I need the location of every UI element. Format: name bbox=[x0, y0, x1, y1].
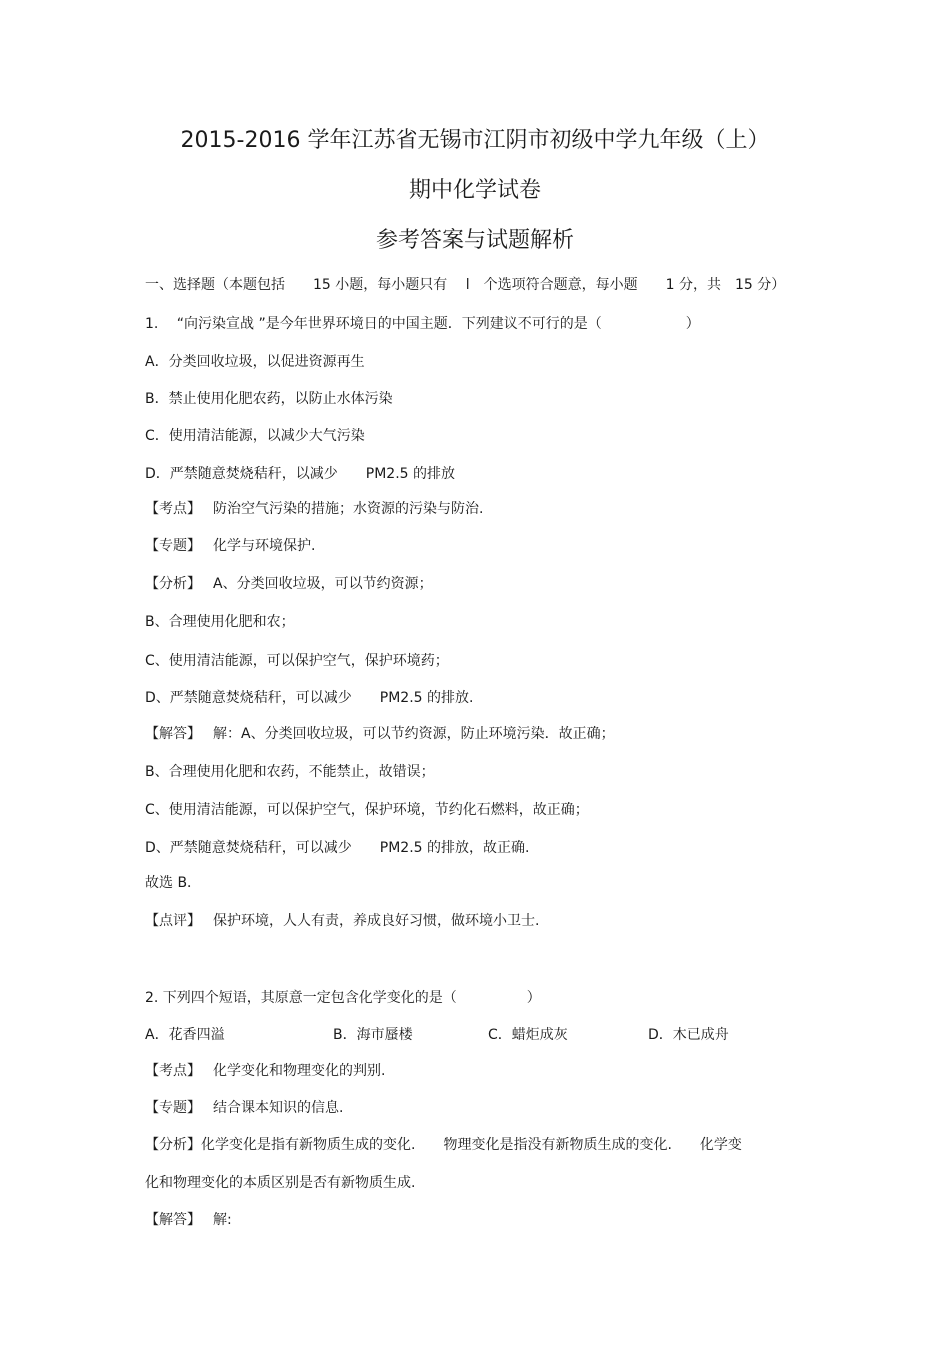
q2-option-d: D．木已成舟 bbox=[648, 1027, 729, 1043]
zhuanti-tag: 【专题】 bbox=[145, 1100, 201, 1116]
q2-fenxi bbox=[145, 1135, 825, 1155]
q1-jieda-c: C、使用清洁能源，可以保护空气，保护环境，节约化石燃料，故正确； bbox=[145, 802, 589, 818]
zhuanti-text: 化学与环境保护. bbox=[213, 538, 316, 554]
q1-option-d: D．严禁随意焚烧秸秆，以减少 PM2.5 的排放 bbox=[145, 466, 456, 482]
q1-fenxi-b: B、合理使用化肥和农； bbox=[145, 614, 295, 630]
q1-answer: 故选 B． bbox=[145, 875, 202, 891]
q1-option-c: C．使用清洁能源，以减少大气污染 bbox=[145, 428, 365, 444]
jieda-tag: 【解答】 bbox=[145, 1212, 201, 1228]
fenxi-text: 化学变化是指有新物质生成的变化. 物理变化是指没有新物质生成的变化. 化学变 bbox=[201, 1137, 742, 1153]
q2-options bbox=[145, 1025, 825, 1045]
dianping-tag: 【点评】 bbox=[145, 913, 201, 929]
q1-option-a: A．分类回收垃圾，以促进资源再生 bbox=[145, 354, 365, 370]
q1-fenxi-d: D、严禁随意焚烧秸秆，可以减少 PM2.5 的排放. bbox=[145, 690, 474, 706]
q1-fenxi bbox=[145, 574, 825, 594]
section-header: 一、选择题（本题包括 15 小题，每小题只有 l 个选项符合题意，每小题 1 分，共 15 分） bbox=[145, 277, 786, 293]
q1-jieda bbox=[145, 724, 825, 744]
zhuanti-text: 结合课本知识的信息. bbox=[213, 1100, 344, 1116]
fenxi-text: A、分类回收垃圾，可以节约资源； bbox=[213, 576, 433, 592]
jieda-tag: 【解答】 bbox=[145, 726, 201, 742]
q2-fenxi-cont: 化和物理变化的本质区别是否有新物质生成. bbox=[145, 1175, 416, 1191]
q1-kaodian bbox=[145, 499, 825, 519]
q1-dianping bbox=[145, 911, 825, 931]
q2-jieda bbox=[145, 1210, 825, 1230]
kaodian-tag: 【考点】 bbox=[145, 501, 201, 517]
doc-title-line1: 2015-2016 学年江苏省无锡市江阴市初级中学九年级（上） bbox=[180, 128, 770, 153]
q1-fenxi-c: C、使用清洁能源，可以保护空气，保护环境药； bbox=[145, 653, 449, 669]
fenxi-tag: 【分析】 bbox=[145, 576, 201, 592]
q2-stem: 2. 下列四个短语，其原意一定包含化学变化的是（ ） bbox=[145, 990, 541, 1006]
q2-zhuanti bbox=[145, 1098, 825, 1118]
doc-title-line3: 参考答案与试题解析 bbox=[375, 228, 574, 253]
q2-kaodian bbox=[145, 1061, 825, 1081]
dianping-text: 保护环境，人人有责，养成良好习惯，做环境小卫士. bbox=[213, 913, 540, 929]
q2-option-a: A．花香四溢 bbox=[145, 1027, 225, 1043]
doc-title-line2: 期中化学试卷 bbox=[408, 178, 541, 203]
q1-zhuanti bbox=[145, 536, 825, 556]
q1-jieda-d: D、严禁随意焚烧秸秆，可以减少 PM2.5 的排放，故正确. bbox=[145, 840, 530, 856]
q2-option-b: B．海市蜃楼 bbox=[333, 1027, 413, 1043]
kaodian-tag: 【考点】 bbox=[145, 1063, 201, 1079]
jieda-text: 解: bbox=[213, 1212, 232, 1228]
kaodian-text: 防治空气污染的措施；水资源的污染与防治. bbox=[213, 501, 484, 517]
zhuanti-tag: 【专题】 bbox=[145, 538, 201, 554]
q1-jieda-b: B、合理使用化肥和农药，不能禁止，故错误； bbox=[145, 764, 435, 780]
q1-option-b: B．禁止使用化肥农药，以防止水体污染 bbox=[145, 391, 393, 407]
fenxi-tag: 【分析】 bbox=[145, 1137, 201, 1153]
q1-stem: 1. “向污染宣战 ”是今年世界环境日的中国主题．下列建议不可行的是（ ） bbox=[145, 316, 700, 332]
q2-option-c: C．蜡炬成灰 bbox=[488, 1027, 568, 1043]
jieda-text: 解：A、分类回收垃圾，可以节约资源，防止环境污染．故正确； bbox=[213, 726, 615, 742]
kaodian-text: 化学变化和物理变化的判别. bbox=[213, 1063, 386, 1079]
